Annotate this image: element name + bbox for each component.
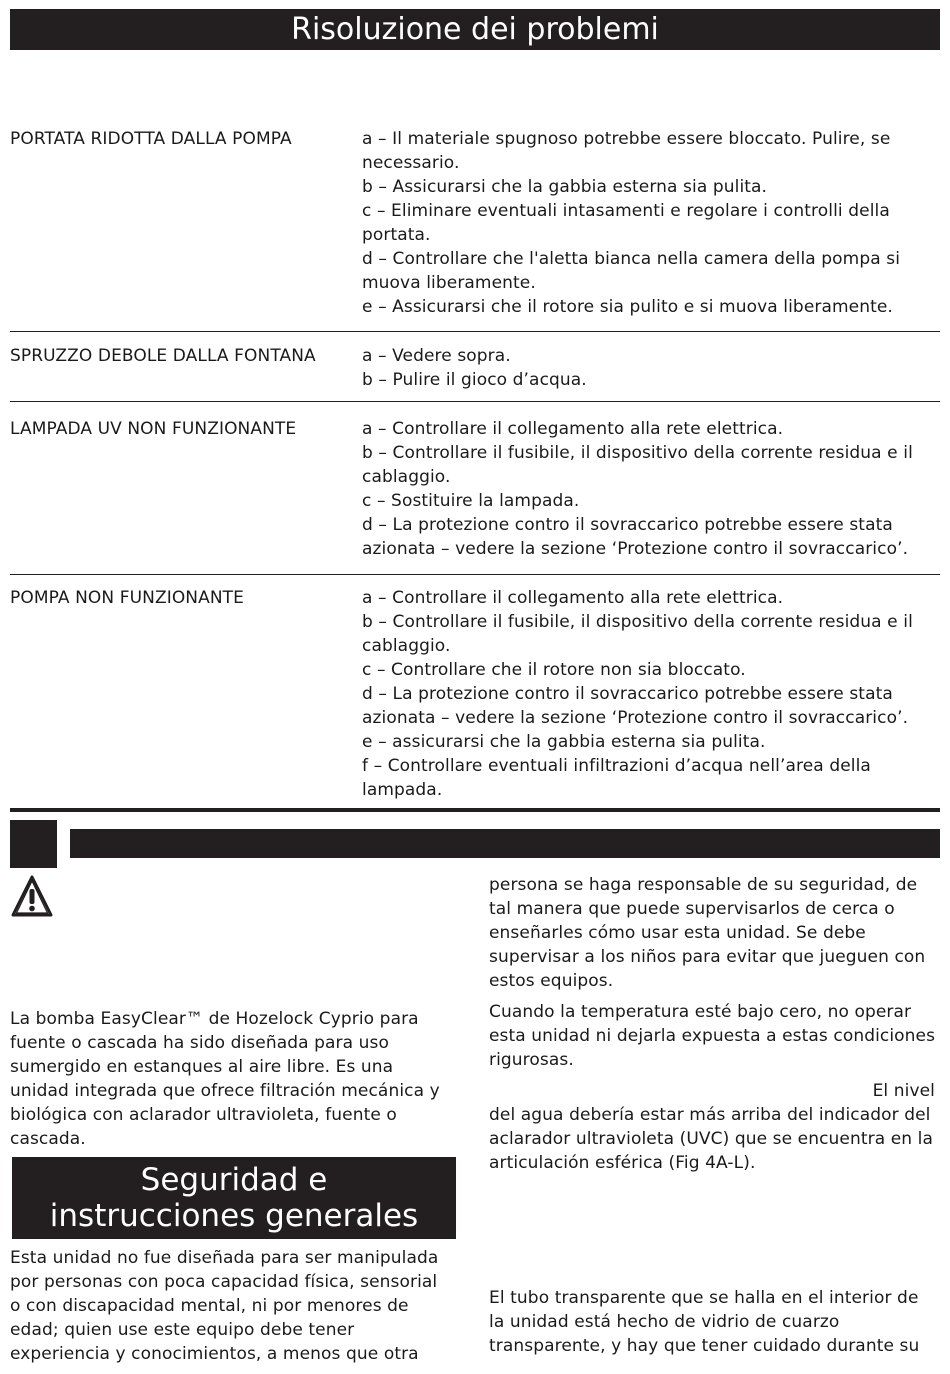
safety-heading-text: Seguridad e instrucciones generales [49, 1162, 419, 1234]
language-tab-block [10, 820, 57, 868]
right-paragraph-1: persona se haga responsable de su seguridad, de tal manera que puede supervisarlos de cerca o enseñarles cómo usar esta unidad. Se debe supervisar a los niños para evitar que jueguen con estos equipos. [489, 875, 926, 991]
section-title: Risoluzione dei problemi [10, 9, 940, 50]
remedy-item: a – Vedere sopra. [362, 346, 511, 366]
section-divider [10, 808, 940, 812]
problem-label: PORTATA RIDOTTA DALLA POMPA [10, 129, 292, 149]
right-paragraph-2: Cuando la temperatura esté bajo cero, no operar esta unidad ni dejarla expuesta a estas condiciones rigurosas. [489, 1002, 936, 1070]
remedy-item: a – Controllare il collegamento alla rete elettrica. [362, 419, 784, 439]
row-divider [10, 401, 940, 402]
right-paragraph-4: El tubo transparente que se halla en el interior de la unidad está hecho de vidrio de cuarzo transparente, y hay que tener cuidado durante su [489, 1288, 920, 1356]
language-header-band [70, 829, 940, 858]
remedy-item: a – Controllare il collegamento alla rete elettrica. [362, 588, 784, 608]
remedy-item: c – Eliminare eventuali intasamenti e regolare i controlli della portata. [362, 201, 890, 245]
remedy-list [362, 344, 940, 392]
remedy-list [362, 127, 940, 319]
remedy-item: c – Controllare che il rotore non sia bloccato. [362, 660, 746, 680]
intro-paragraph: La bomba EasyClear™ de Hozelock Cyprio para fuente o cascada ha sido diseñada para uso sumergido en estanques al aire libre. Es una unidad integrada que ofrece filtración mecánica y biológica con aclarador ultravioleta, fuente o cascada. [10, 1009, 440, 1149]
safety-paragraph: Esta unidad no fue diseñada para ser manipulada por personas con poca capacidad física, sensorial o con discapacidad mental, ni por menores de edad; quien use este equipo debe tener experiencia y conocimientos, a menos que otra [10, 1248, 439, 1364]
problem-label: POMPA NON FUNZIONANTE [10, 588, 244, 608]
remedy-list [362, 417, 940, 561]
remedy-item: d – Controllare che l'aletta bianca nella camera della pompa si muova liberamente. [362, 249, 901, 293]
warning-triangle-icon [10, 874, 54, 920]
right-paragraph-3-start: El nivel [872, 1081, 935, 1101]
remedy-item: d – La protezione contro il sovraccarico potrebbe essere stata azionata – vedere la sezione ‘Protezione contro il sovraccarico’. [362, 515, 909, 559]
remedy-item: b – Controllare il fusibile, il dispositivo della corrente residua e il cablaggio. [362, 443, 913, 487]
row-divider [10, 331, 940, 332]
remedy-item: b – Pulire il gioco d’acqua. [362, 370, 587, 390]
safety-heading [12, 1157, 456, 1239]
problem-label: SPRUZZO DEBOLE DALLA FONTANA [10, 346, 316, 366]
row-divider [10, 574, 940, 575]
problem-label: LAMPADA UV NON FUNZIONANTE [10, 419, 297, 439]
remedy-item: f – Controllare eventuali infiltrazioni d’acqua nell’area della lampada. [362, 756, 871, 800]
remedy-item: d – La protezione contro il sovraccarico potrebbe essere stata azionata – vedere la sezione ‘Protezione contro il sovraccarico’. [362, 684, 909, 728]
remedy-item: a – Il materiale spugnoso potrebbe essere bloccato. Pulire, se necessario. [362, 129, 891, 173]
remedy-item: e – assicurarsi che la gabbia esterna sia pulita. [362, 732, 766, 752]
right-paragraph-3: del agua debería estar más arriba del indicador del aclarador ultravioleta (UVC) que se encuentra en la articulación esférica (Fig 4A-L). [489, 1105, 934, 1173]
remedy-item: b – Controllare il fusibile, il dispositivo della corrente residua e il cablaggio. [362, 612, 913, 656]
remedy-item: b – Assicurarsi che la gabbia esterna sia pulita. [362, 177, 768, 197]
remedy-list [362, 586, 940, 802]
remedy-item: c – Sostituire la lampada. [362, 491, 580, 511]
remedy-item: e – Assicurarsi che il rotore sia pulito e si muova liberamente. [362, 297, 893, 317]
